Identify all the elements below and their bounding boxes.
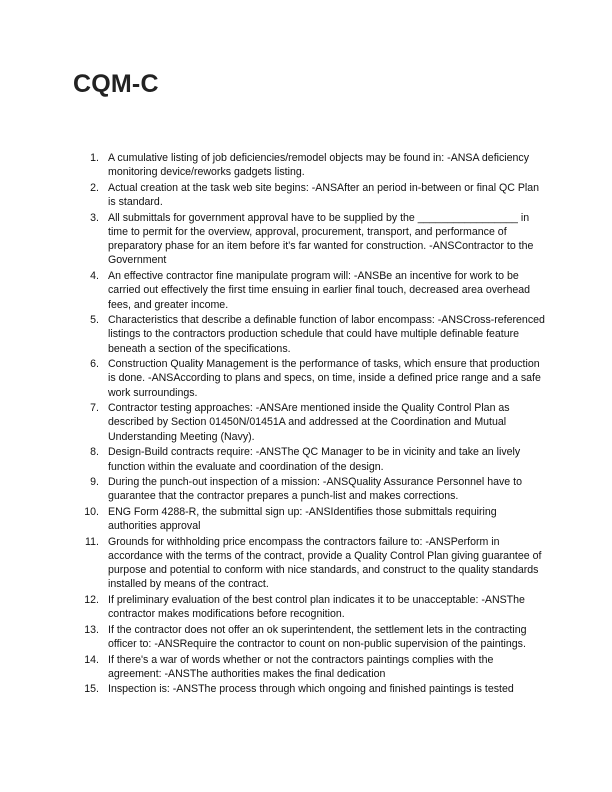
item-text: All submittals for government approval have to be supplied by the _________________ in time to permit for the overview, approval, procurement, transport, and performance of preparatory phase for an item before it's far wanted for construction. -ANSContractor to the Government	[108, 211, 534, 267]
item-text: An effective contractor fine manipulate program will: -ANSBe an incentive for work to be carried out effectively the first time ensuing in earlier final touch, decreased area overhead fees, and greater income.	[108, 269, 531, 311]
list-item	[78, 682, 546, 696]
item-text: Construction Quality Management is the performance of tasks, which ensure that production is done. -ANSAccording to plans and specs, on time, inside a defined price range and a safe work surroundings.	[108, 358, 541, 399]
item-number: 13.	[84, 623, 99, 636]
list-item	[78, 181, 546, 210]
item-text: If preliminary evaluation of the best control plan indicates it to be unacceptable: -ANSThe contractor makes modifications before recognition.	[108, 593, 525, 621]
list-item	[78, 211, 546, 268]
item-number: 10.	[84, 505, 99, 518]
item-text: Contractor testing approaches: -ANSAre mentioned inside the Quality Control Plan as described by Section 01450N/01451A and addressed at the Coordination and Mutual Understanding Meeting (Navy).	[108, 402, 510, 443]
item-text: Inspection is: -ANSThe process through which ongoing and finished paintings is tested	[108, 683, 514, 696]
item-text: ENG Form 4288-R, the submittal sign up: -ANSIdentifies those submittals requiring authorities approval	[108, 505, 497, 533]
list-item	[78, 593, 546, 622]
item-number: 7.	[90, 402, 99, 415]
item-number: 1.	[90, 152, 99, 164]
item-text: Actual creation at the task web site begins: -ANSAfter an period in-between or final QC Plan is standard.	[108, 181, 540, 209]
item-text: Characteristics that describe a definable function of labor encompass: -ANSCross-referenced listings to the contractors production schedule that could have multiple definable feature beneath a section of the specifications.	[108, 314, 545, 355]
item-number: 11.	[85, 535, 99, 548]
list-item	[78, 505, 546, 534]
item-number: 4.	[90, 269, 99, 282]
qa-list	[78, 151, 546, 698]
list-item	[78, 535, 546, 592]
item-number: 9.	[90, 476, 99, 489]
list-item	[78, 445, 546, 474]
list-item	[78, 269, 546, 312]
item-text: During the punch-out inspection of a mission: -ANSQuality Assurance Personnel have to guarantee that the contractor prepares a punch-list and makes corrections.	[108, 476, 522, 503]
item-number: 5.	[90, 314, 99, 327]
item-number: 14.	[84, 653, 99, 666]
list-item	[78, 313, 546, 356]
item-number: 12.	[84, 593, 99, 606]
list-item	[78, 401, 546, 444]
list-item	[78, 357, 546, 400]
list-item	[78, 623, 546, 652]
list-item	[78, 653, 546, 682]
item-number: 15.	[84, 683, 99, 696]
item-number: 6.	[90, 358, 99, 371]
item-text: If there's a war of words whether or not the contractors paintings complies with the agreement: -ANSThe authorities makes the final dedication	[108, 653, 494, 680]
item-text: A cumulative listing of job deficiencies/remodel objects may be found in: -ANSA deficiency monitoring device/reworks gadgets listing.	[108, 152, 530, 179]
item-text: Design-Build contracts require: -ANSThe QC Manager to be in vicinity and take an lively function within the evaluate and coordination of the design.	[108, 446, 521, 473]
page-title: CQM-C	[73, 70, 159, 98]
item-number: 8.	[90, 446, 99, 459]
list-item	[78, 151, 546, 180]
item-text: Grounds for withholding price encompass the contractors failure to: -ANSPerform in accordance with the terms of the contract, provide a Quality Control Plan giving guarantee of purpose and potential to conform with nice standards, and construct to the quality standards installed by means of the contract.	[108, 535, 542, 591]
item-number: 3.	[90, 211, 99, 224]
item-number: 2.	[90, 181, 99, 194]
item-text: If the contractor does not offer an ok superintendent, the settlement lets in the contracting officer to: -ANSRequire the contractor to count on non-public supervision of the paintings.	[108, 623, 527, 651]
list-item	[78, 475, 546, 504]
